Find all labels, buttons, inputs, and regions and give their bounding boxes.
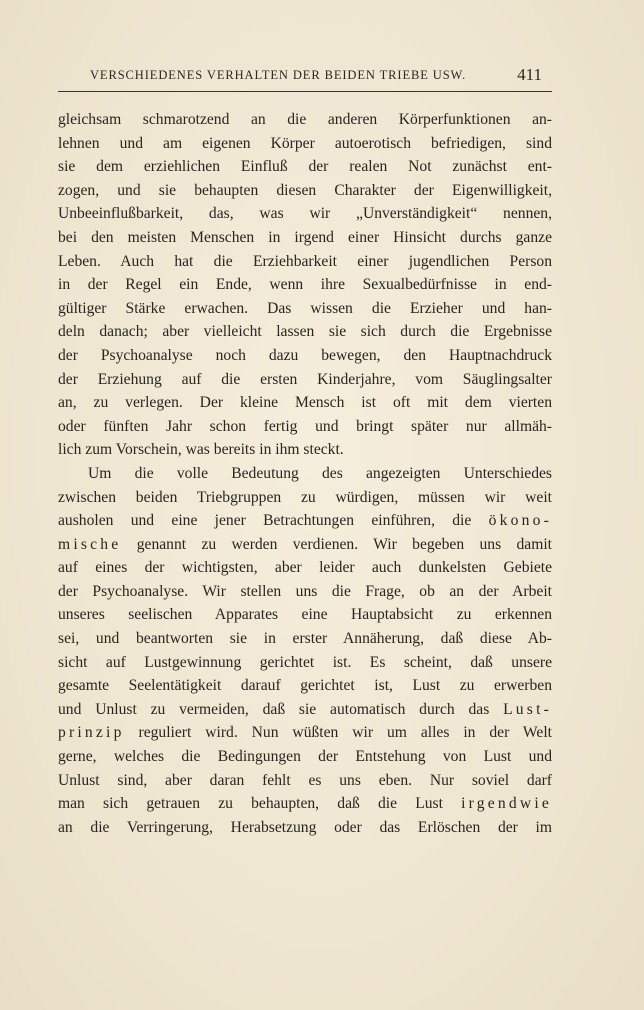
text-fragment: man sich getrauen zu behaupten, daß die Lust [58,795,443,813]
text-line: gleichsam schmarotzend an die anderen Körperfunktionen an- [58,111,552,128]
text-line: prinzip reguliert wird. Nun wüßten wir um alles in der Welt [58,724,552,742]
text-fragment: mische genannt zu werden verdienen. Wir begeben uns damit [58,535,552,553]
text-line: der Erziehung auf die ersten Kinderjahre, vom Säuglingsalter [58,370,552,388]
spaced-word: ökono- [488,512,552,530]
text-line: in der Regel ein Ende, wenn ihre Sexualbedürfnisse in end- [58,276,552,294]
running-head: VERSCHIEDENES VERHALTEN DER BEIDEN TRIEBE USW. [90,68,467,82]
spaced-word: prinzip [58,724,125,742]
spaced-word: Lust- [503,700,552,718]
text-line: lehnen und am eigenen Körper autoerotisch befriedigen, sind [58,134,552,152]
spaced-word: irgendwie [461,795,552,813]
text-line [58,509,552,533]
text-line: Leben. Auch hat die Erziehbarkeit einer jugendlichen Person [58,252,552,270]
spaced-word: mische [58,535,122,553]
text-line: sicht auf Lustgewinnung gerichtet ist. Es scheint, daß unsere [58,653,552,671]
header-rule [58,91,552,92]
body-text [58,108,552,839]
text-line: der Psychoanalyse. Wir stellen uns die Frage, ob an der Arbeit [58,582,552,600]
page-number: 411 [517,65,542,84]
text-line [58,698,552,722]
text-line: an, zu verlegen. Der kleine Mensch ist oft mit dem vierten [58,394,552,412]
text-line: deln danach; aber vielleicht lassen sie sich durch die Ergebnisse [58,323,552,341]
text-line [58,792,552,816]
text-fragment: und Unlust zu vermeiden, daß sie automatisch durch das [58,700,490,718]
text-line: auf eines der wichtigsten, aber leider auch dunkelsten Gebiete [58,559,552,577]
paragraph-first-line: Um die volle Bedeutung des angezeigten Unterschiedes [88,464,552,482]
text-line: oder fünften Jahr schon fertig und bringt später nur allmäh- [58,417,552,435]
text-line: gültiger Stärke erwachen. Das wissen die Erzieher und han- [58,299,552,317]
text-line: sie dem erziehlichen Einfluß der realen Not zunächst ent- [58,158,552,176]
text-line: Unbeeinflußbarkeit, das, was wir „Unverständigkeit“ nennen, [58,205,552,223]
paragraph-last-line: lich zum Vorschein, was bereits in ihm steckt. [58,441,344,459]
text-fragment: ausholen und eine jener Betrachtungen einführen, die [58,512,472,530]
page-header [90,66,550,88]
text-line: gerne, welches die Bedingungen der Entstehung von Lust und [58,748,552,766]
text-line: der Psychoanalyse noch dazu bewegen, den Hauptnachdruck [58,346,552,364]
text-line: zogen, und sie behaupten diesen Charakter der Eigenwilligkeit, [58,181,552,199]
text-line: Unlust sind, aber daran fehlt es uns eben. Nur soviel darf [58,771,552,789]
text-line: sei, und beantworten sie in erster Annäherung, daß diese Ab- [58,630,552,648]
text-line: bei den meisten Menschen in irgend einer Hinsicht durchs ganze [58,228,552,246]
text-line [58,533,552,557]
text-line: gesamte Seelentätigkeit darauf gerichtet ist, Lust zu erwerben [58,677,552,695]
text-line: an die Verringerung, Herabsetzung oder das Erlöschen der im [58,818,552,836]
text-line: zwischen beiden Triebgruppen zu würdigen, müssen wir weit [58,488,552,506]
text-line: unseres seelischen Apparates eine Hauptabsicht zu erkennen [58,606,552,624]
